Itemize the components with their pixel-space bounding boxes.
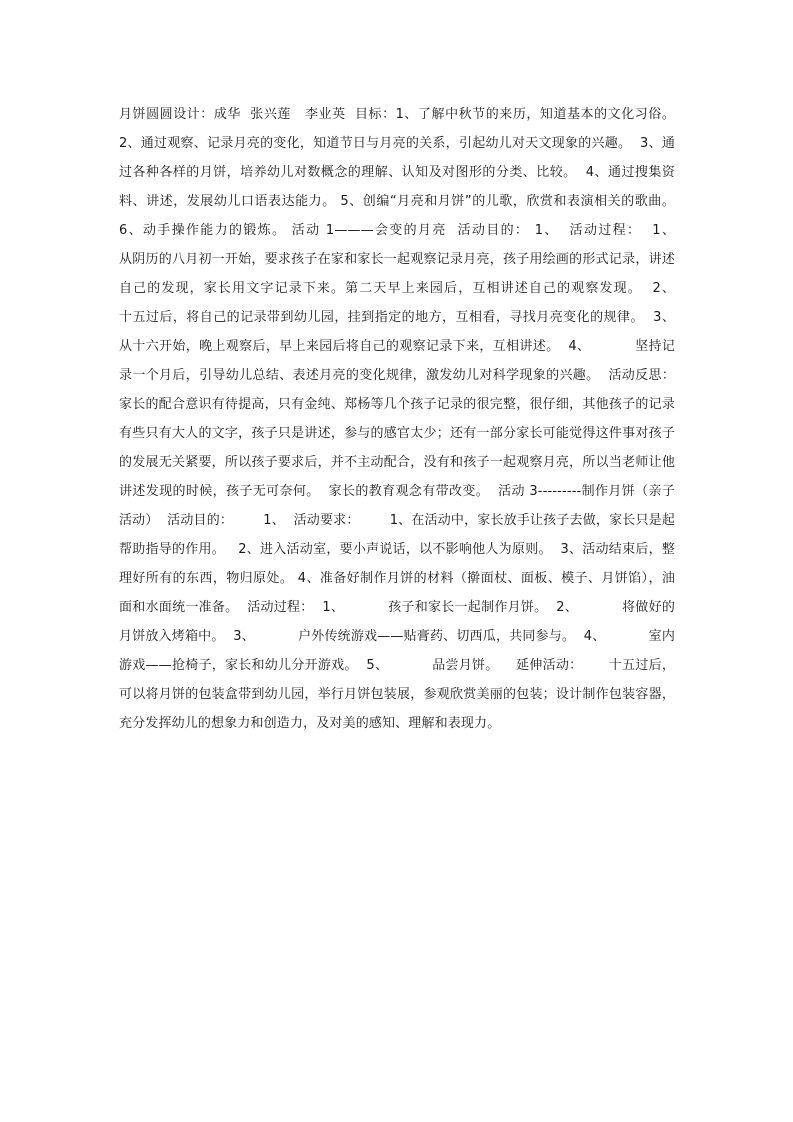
body-paragraph: 月饼圆圆设计：成华 张兴莲 李业英 目标：1、了解中秋节的来历，知道基本的文化习俗。 2、通过观察、记录月亮的变化，知道节日与月亮的关系，引起幼儿对天文现象的兴趣。 3、通过各种各样的月饼，培养幼儿对数概念的理解、认知及对图形的分类、比较。 4、通过搜集资料、讲述，发展幼儿口语表达能力。 5、创编“月亮和月饼”的儿歌，欣赏和表演相关的歌曲。 6、动手操作能力的锻炼。 活动 1———会变的月亮 活动目的： 1、 活动过程： 1、 从阴历的八月初一开始，要求孩子在家和家长一起观察记录月亮，孩子用绘画的形式记录，讲述自己的发现，家长用文字记录下来。第二天早上来园后，互相讲述自己的观察发现。 2、 十五过后，将自己的记录带到幼儿园，挂到指定的地方，互相看，寻找月亮变化的规律。 3、 从十六开始，晚上观察后，早上来园后将自己的观察记录下来，互相讲述。 4、 坚持记录一个月后，引导幼儿总结、表述月亮的变化规律，激发幼儿对科学现象的兴趣。 活动反思： 家长的配合意识有待提高，只有金纯、郑杨等几个孩子记录的很完整，很仔细，其他孩子的记录有些只有大人的文字，孩子只是讲述，参与的感官太少；还有一部分家长可能觉得这件事对孩子的发展无关紧要，所以孩子要求后，并不主动配合，没有和孩子一起观察月亮，所以当老师让他讲述发现的时候，孩子无可奈何。 家长的教育观念有带改变。 活动 3---------制作月饼（亲子活动） 活动目的： 1、 活动要求： 1、在活动中，家长放手让孩子去做，家长只是起帮助指导的作用。 2、进入活动室，要小声说话，以不影响他人为原则。 3、活动结束后，整理好所有的东西，物归原处。 4、准备好制作月饼的材料（擀面杖、面板、模子、月饼馅），油面和水面统一准备。 活动过程： 1、 孩子和家长一起制作月饼。 2、 将做好的月饼放入烤箱中。 3、 户外传统游戏——贴膏药、切西瓜，共同参与。 4、 室内游戏——抢椅子，家长和幼儿分开游戏。 5、 品尝月饼。 延伸活动： 十五过后，可以将月饼的包装盒带到幼儿园，举行月饼包装展，参观欣赏美丽的包装；设计制作包装容器，充分发挥幼儿的想象力和创造力，及对美的感知、理解和表现力。 bbox=[119, 107, 718, 731]
